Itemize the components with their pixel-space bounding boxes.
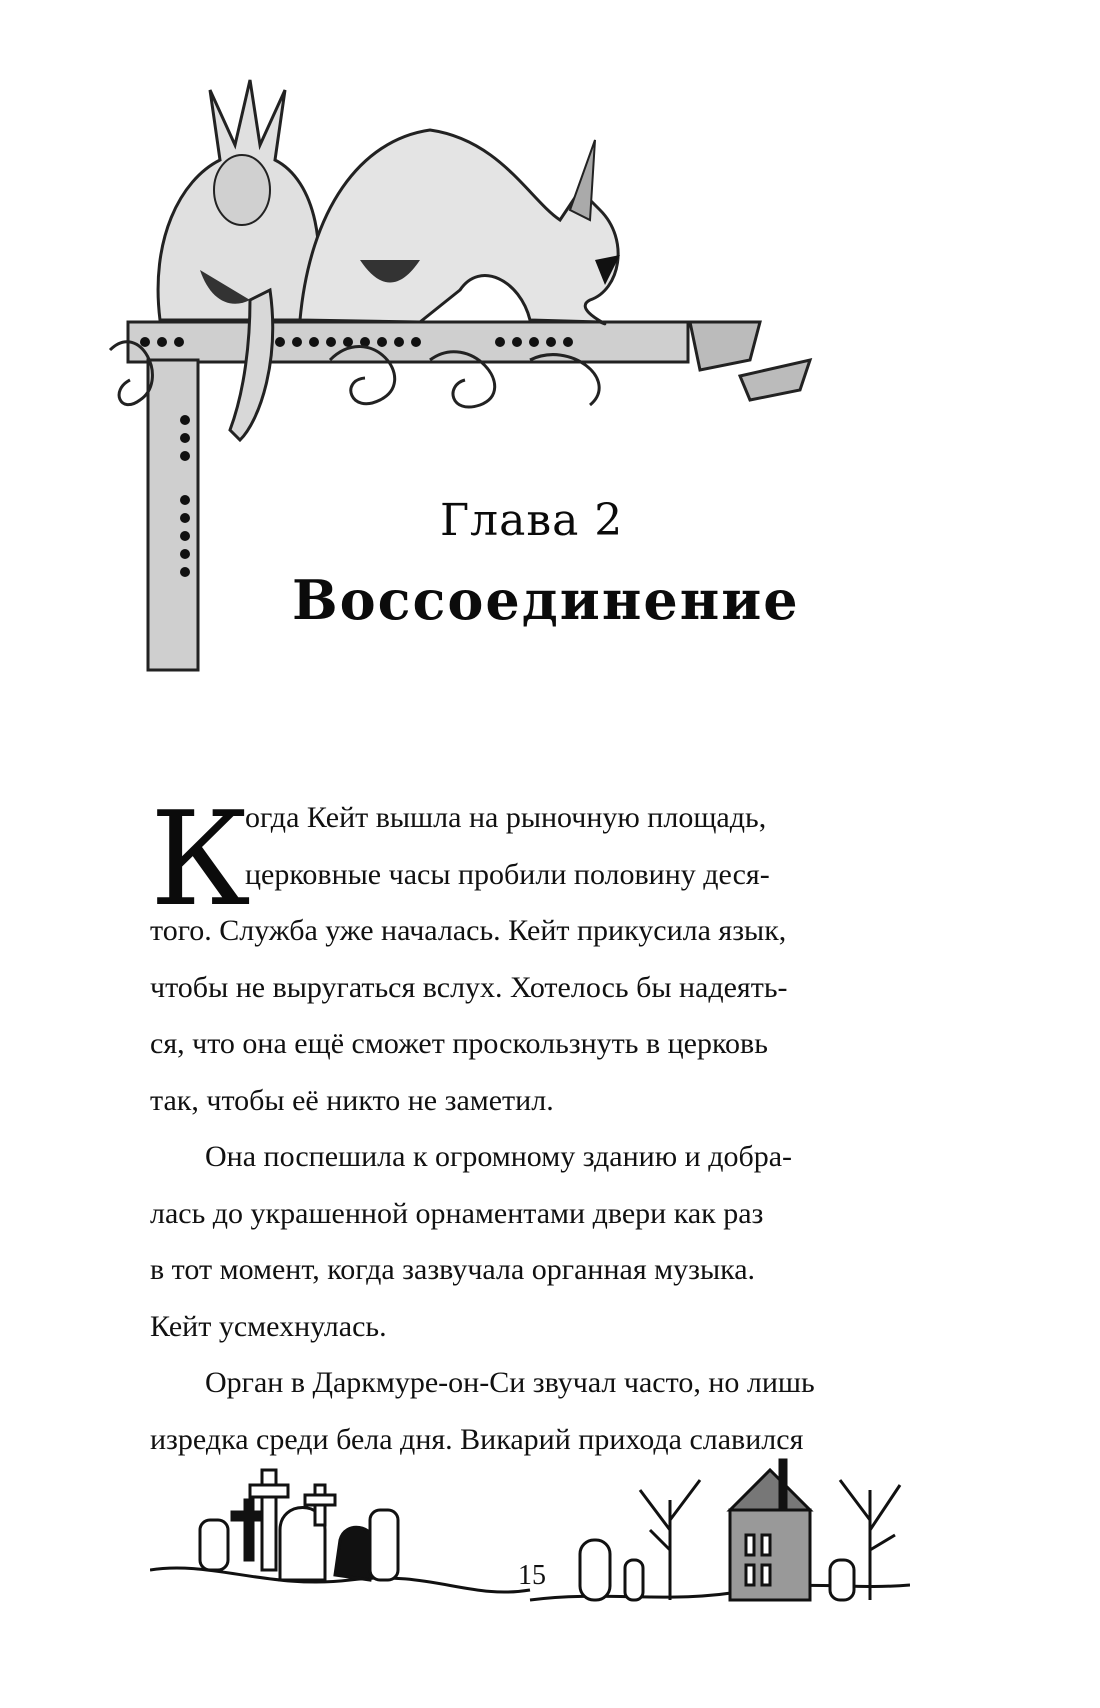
- graveyard-illustration: [150, 1440, 910, 1620]
- text-line: ся, что она ещё сможет проскользнуть в церковь: [150, 1027, 768, 1060]
- text-line: Кейт усмехнулась.: [150, 1309, 387, 1343]
- text-line: изредка среди бела дня. Викарий прихода славился: [150, 1422, 804, 1456]
- page-number: 15: [518, 1560, 546, 1591]
- text-line: так, чтобы её никто не заметил.: [150, 1083, 554, 1117]
- text-line: чтобы не выругаться вслух. Хотелось бы надеять-: [150, 970, 788, 1004]
- drop-cap: К: [150, 783, 251, 935]
- body-text: [150, 783, 890, 1468]
- text-line: лась до украшенной орнаментами двери как раз: [150, 1196, 764, 1230]
- text-line: в тот момент, когда зазвучала органная музыка.: [150, 1253, 756, 1286]
- chapter-title: Воссоединение: [292, 568, 800, 632]
- text-line: того. Служба уже началась. Кейт прикусила язык,: [150, 914, 787, 947]
- text-line: Она поспешила к огромному зданию и добра-: [205, 1140, 793, 1173]
- gargoyle-illustration: [100, 60, 840, 760]
- text-line: Орган в Даркмуре-он-Си звучал часто, но лишь: [205, 1366, 815, 1399]
- text-line: огда Кейт вышла на рыночную площадь,: [245, 801, 767, 834]
- text-line: церковные часы пробили половину деся-: [245, 857, 770, 891]
- chapter-label: Глава 2: [440, 495, 624, 546]
